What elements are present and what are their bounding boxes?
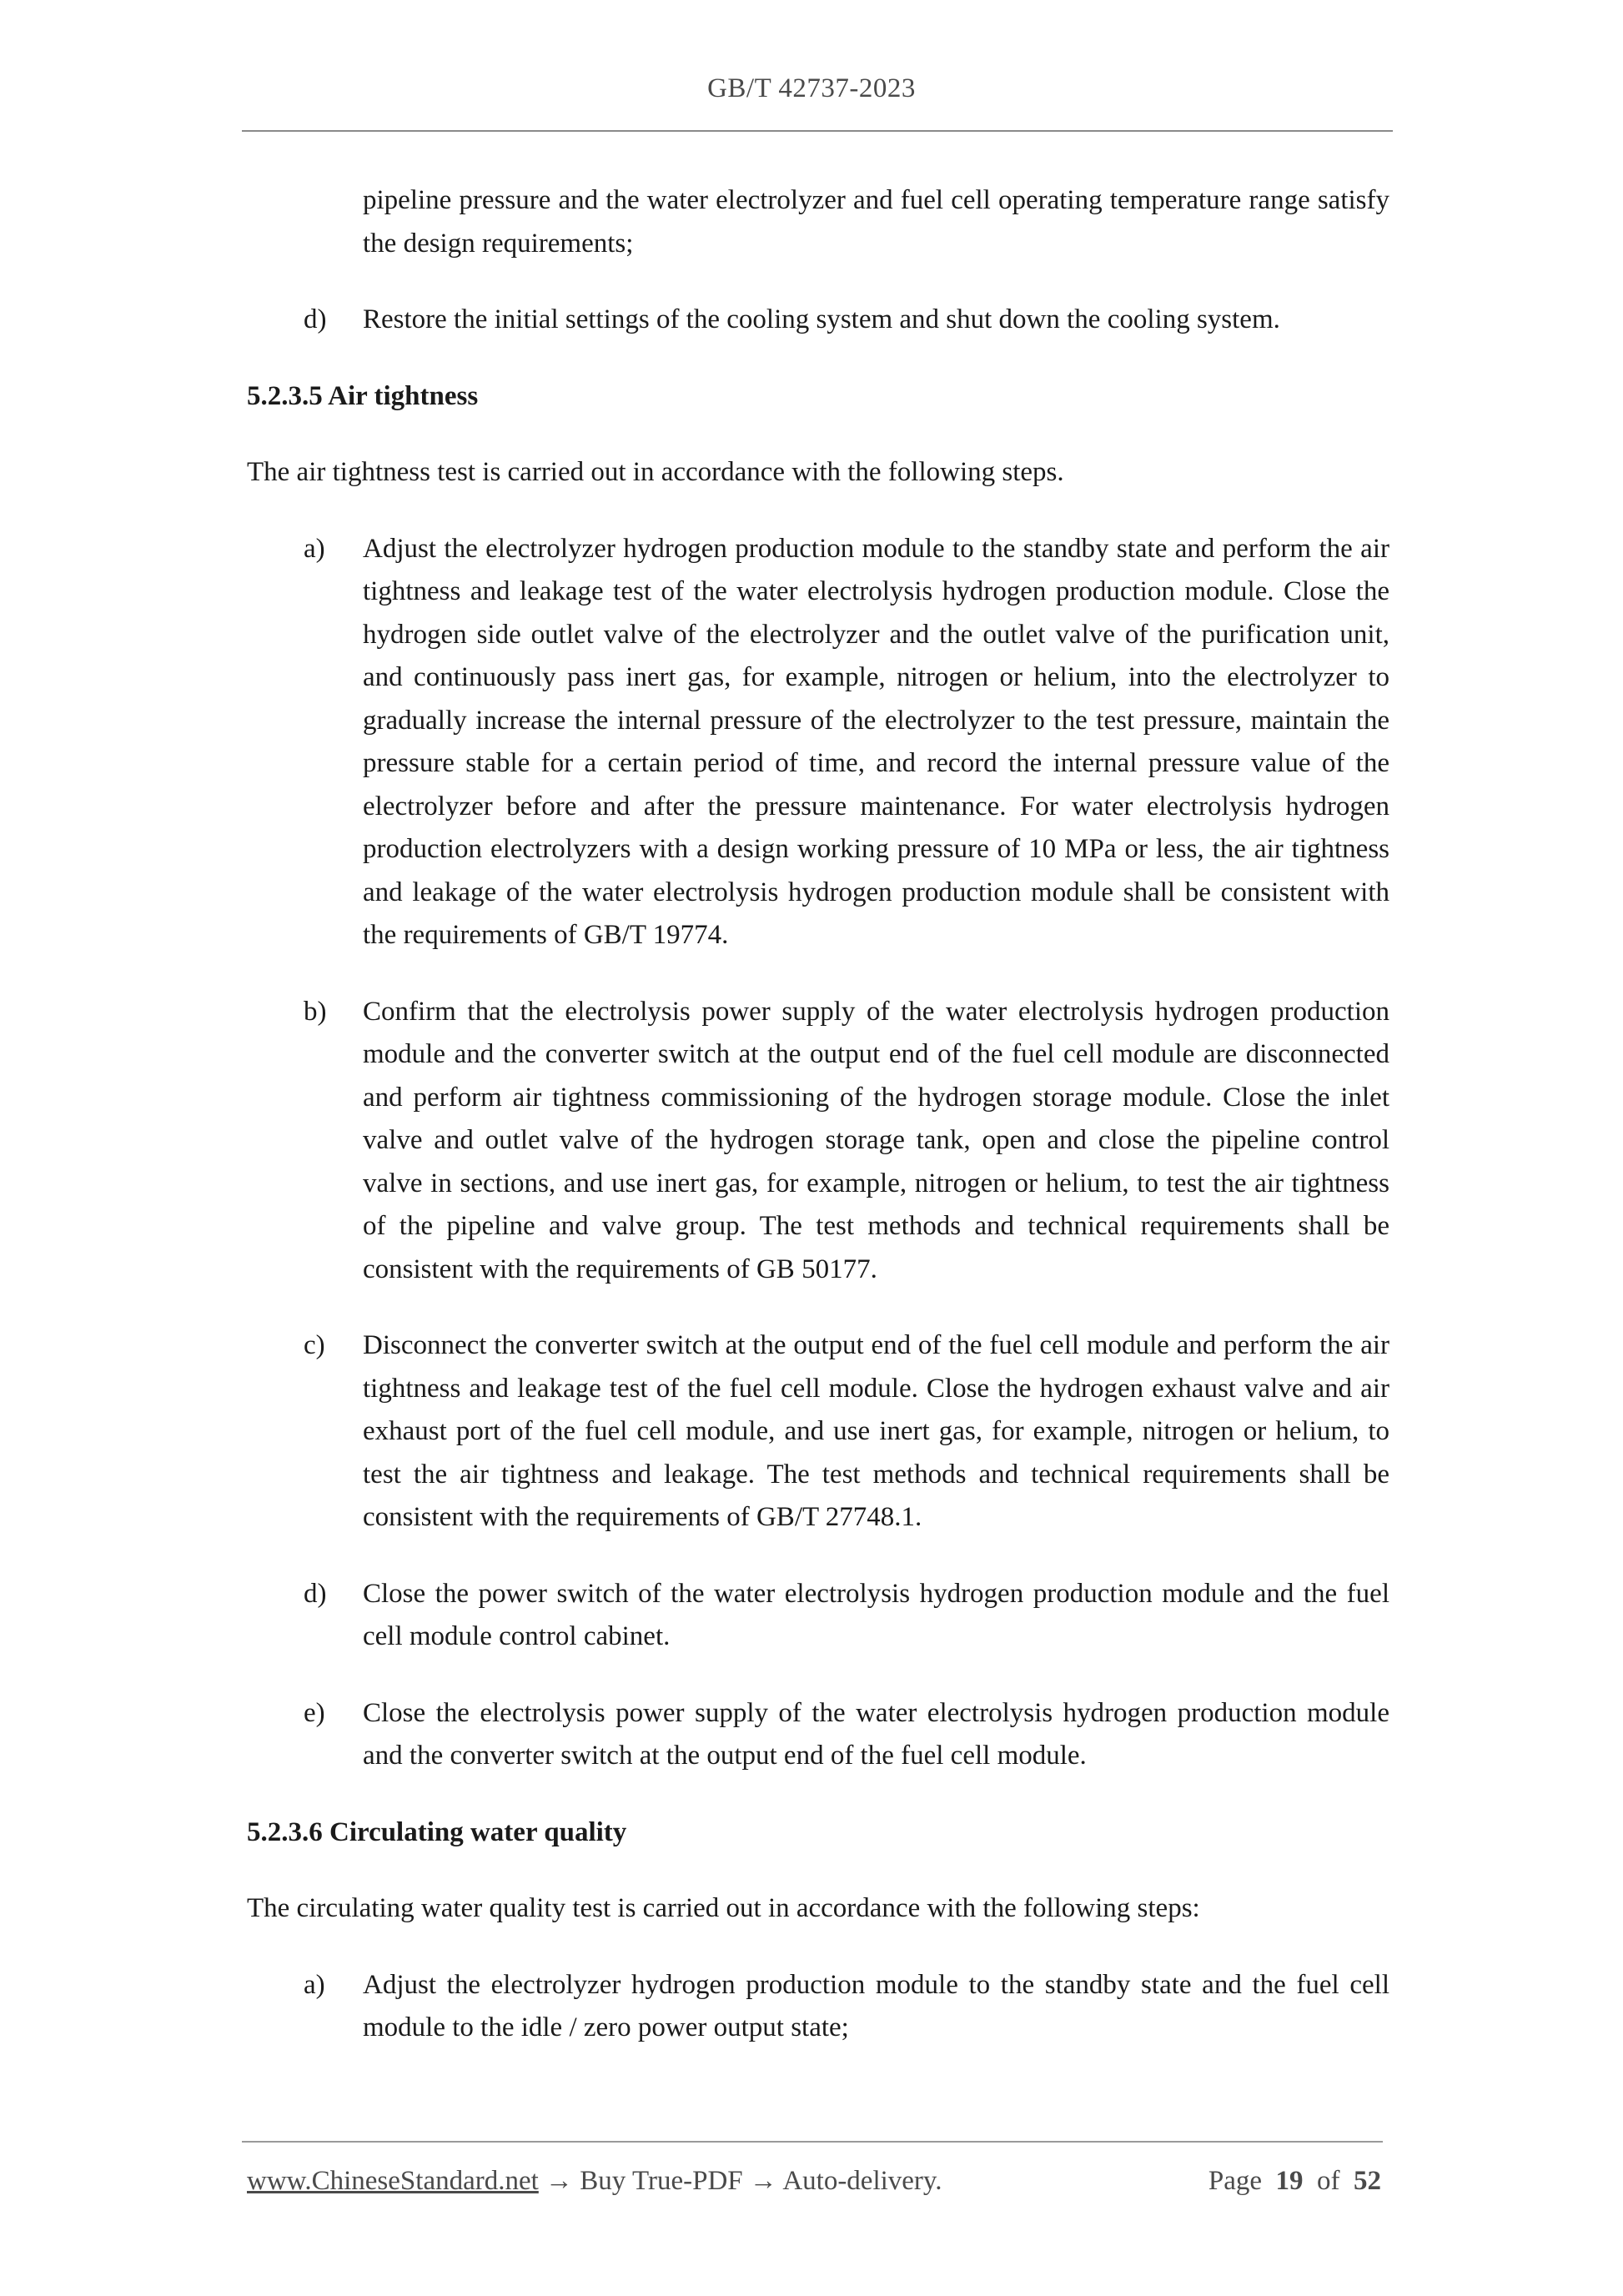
document-body <box>247 179 1389 2083</box>
list-item-text: Close the power switch of the water electrolysis hydrogen production module and the fuel cell module control cabinet. <box>363 1578 1389 1651</box>
list-item-text: Adjust the electrolyzer hydrogen production module to the standby state and perform the air tightness and leakage test of the water electrolysis hydrogen production module. Close the hydrogen side outlet valve of the electrolyzer and the outlet valve of the purification unit, and continuously pass inert gas, for example, nitrogen or helium, into the electrolyzer to gradually increase the internal pressure of the electrolyzer to the test pressure, maintain the pressure stable for a certain period of time, and record the internal pressure value of the electrolyzer before and after the pressure maintenance. For water electrolysis hydrogen production electrolyzers with a design working pressure of 10 MPa or less, the air tightness and leakage of the water electrolysis hydrogen production module shall be consistent with the requirements of GB/T 19774. <box>363 533 1389 950</box>
list-item <box>247 991 1389 1292</box>
list-item-text: Adjust the electrolyzer hydrogen production module to the standby state and the fuel cell module to the idle / zero power output state; <box>363 1969 1389 2042</box>
auto-delivery-text: Auto-delivery. <box>782 2166 942 2196</box>
document-header-title: GB/T 42737-2023 <box>707 73 916 103</box>
page-current: 19 <box>1275 2166 1304 2196</box>
list-item-marker: a) <box>304 1969 325 2000</box>
arrow-right-icon: → <box>545 2166 574 2196</box>
list-item-marker: c) <box>304 1330 325 1360</box>
section-heading-5-2-3-6: 5.2.3.6 Circulating water quality <box>247 1816 627 1847</box>
page-label: Page <box>1208 2166 1262 2196</box>
footer-divider <box>242 2141 1383 2143</box>
list-item-marker: b) <box>304 996 327 1027</box>
header-divider <box>242 130 1393 132</box>
footer-promo <box>247 2166 942 2196</box>
chinesestandard-link[interactable]: www.ChineseStandard.net <box>247 2166 539 2196</box>
page-total: 52 <box>1354 2166 1381 2196</box>
buy-true-pdf-text: Buy True-PDF <box>580 2166 743 2196</box>
list-item-text: Confirm that the electrolysis power supply of the water electrolysis hydrogen production module and the converter switch at the output end of the fuel cell module are disconnected and perform air tightness commissioning of the hydrogen storage module. Close the inlet valve and outlet valve of the hydrogen storage tank, open and close the pipeline control valve in sections, and use inert gas, for example, nitrogen or helium, to test the air tightness of the pipeline and valve group. The test methods and technical requirements shall be consistent with the requirements of GB 50177. <box>363 996 1389 1284</box>
of-label: of <box>1317 2166 1340 2196</box>
arrow-right-icon: → <box>749 2166 777 2196</box>
page-number <box>1208 2166 1381 2197</box>
page-footer <box>247 2166 1381 2197</box>
list-item-marker: d) <box>304 304 327 334</box>
list-item <box>247 528 1389 957</box>
list-item <box>247 1692 1389 1778</box>
list-item-marker: e) <box>304 1697 325 1728</box>
section-heading-5-2-3-5: 5.2.3.5 Air tightness <box>247 380 479 411</box>
section-intro-5-2-3-6: The circulating water quality test is carried out in accordance with the following steps: <box>247 1893 1200 1923</box>
list-item-text: Close the electrolysis power supply of the water electrolysis hydrogen production module and the converter switch at the output end of the fuel cell module. <box>363 1697 1389 1771</box>
continued-item-text: pipeline pressure and the water electrolyzer and fuel cell operating temperature range satisfy the design requirements; <box>363 185 1389 259</box>
list-item <box>247 299 1389 342</box>
list-item-text: Restore the initial settings of the cooling system and shut down the cooling system. <box>363 304 1280 334</box>
section-intro-5-2-3-5: The air tightness test is carried out in accordance with the following steps. <box>247 457 1064 487</box>
list-item-marker: a) <box>304 533 325 564</box>
list-item <box>247 1324 1389 1540</box>
list-item-text: Disconnect the converter switch at the output end of the fuel cell module and perform the air tightness and leakage test of the fuel cell module. Close the hydrogen exhaust valve and air exhaust port of the fuel cell module, and use inert gas, for example, nitrogen or helium, to test the air tightness and leakage. The test methods and technical requirements shall be consistent with the requirements of GB/T 27748.1. <box>363 1330 1389 1532</box>
list-item <box>247 1964 1389 2050</box>
list-item-marker: d) <box>304 1578 327 1609</box>
list-item <box>247 1573 1389 1659</box>
